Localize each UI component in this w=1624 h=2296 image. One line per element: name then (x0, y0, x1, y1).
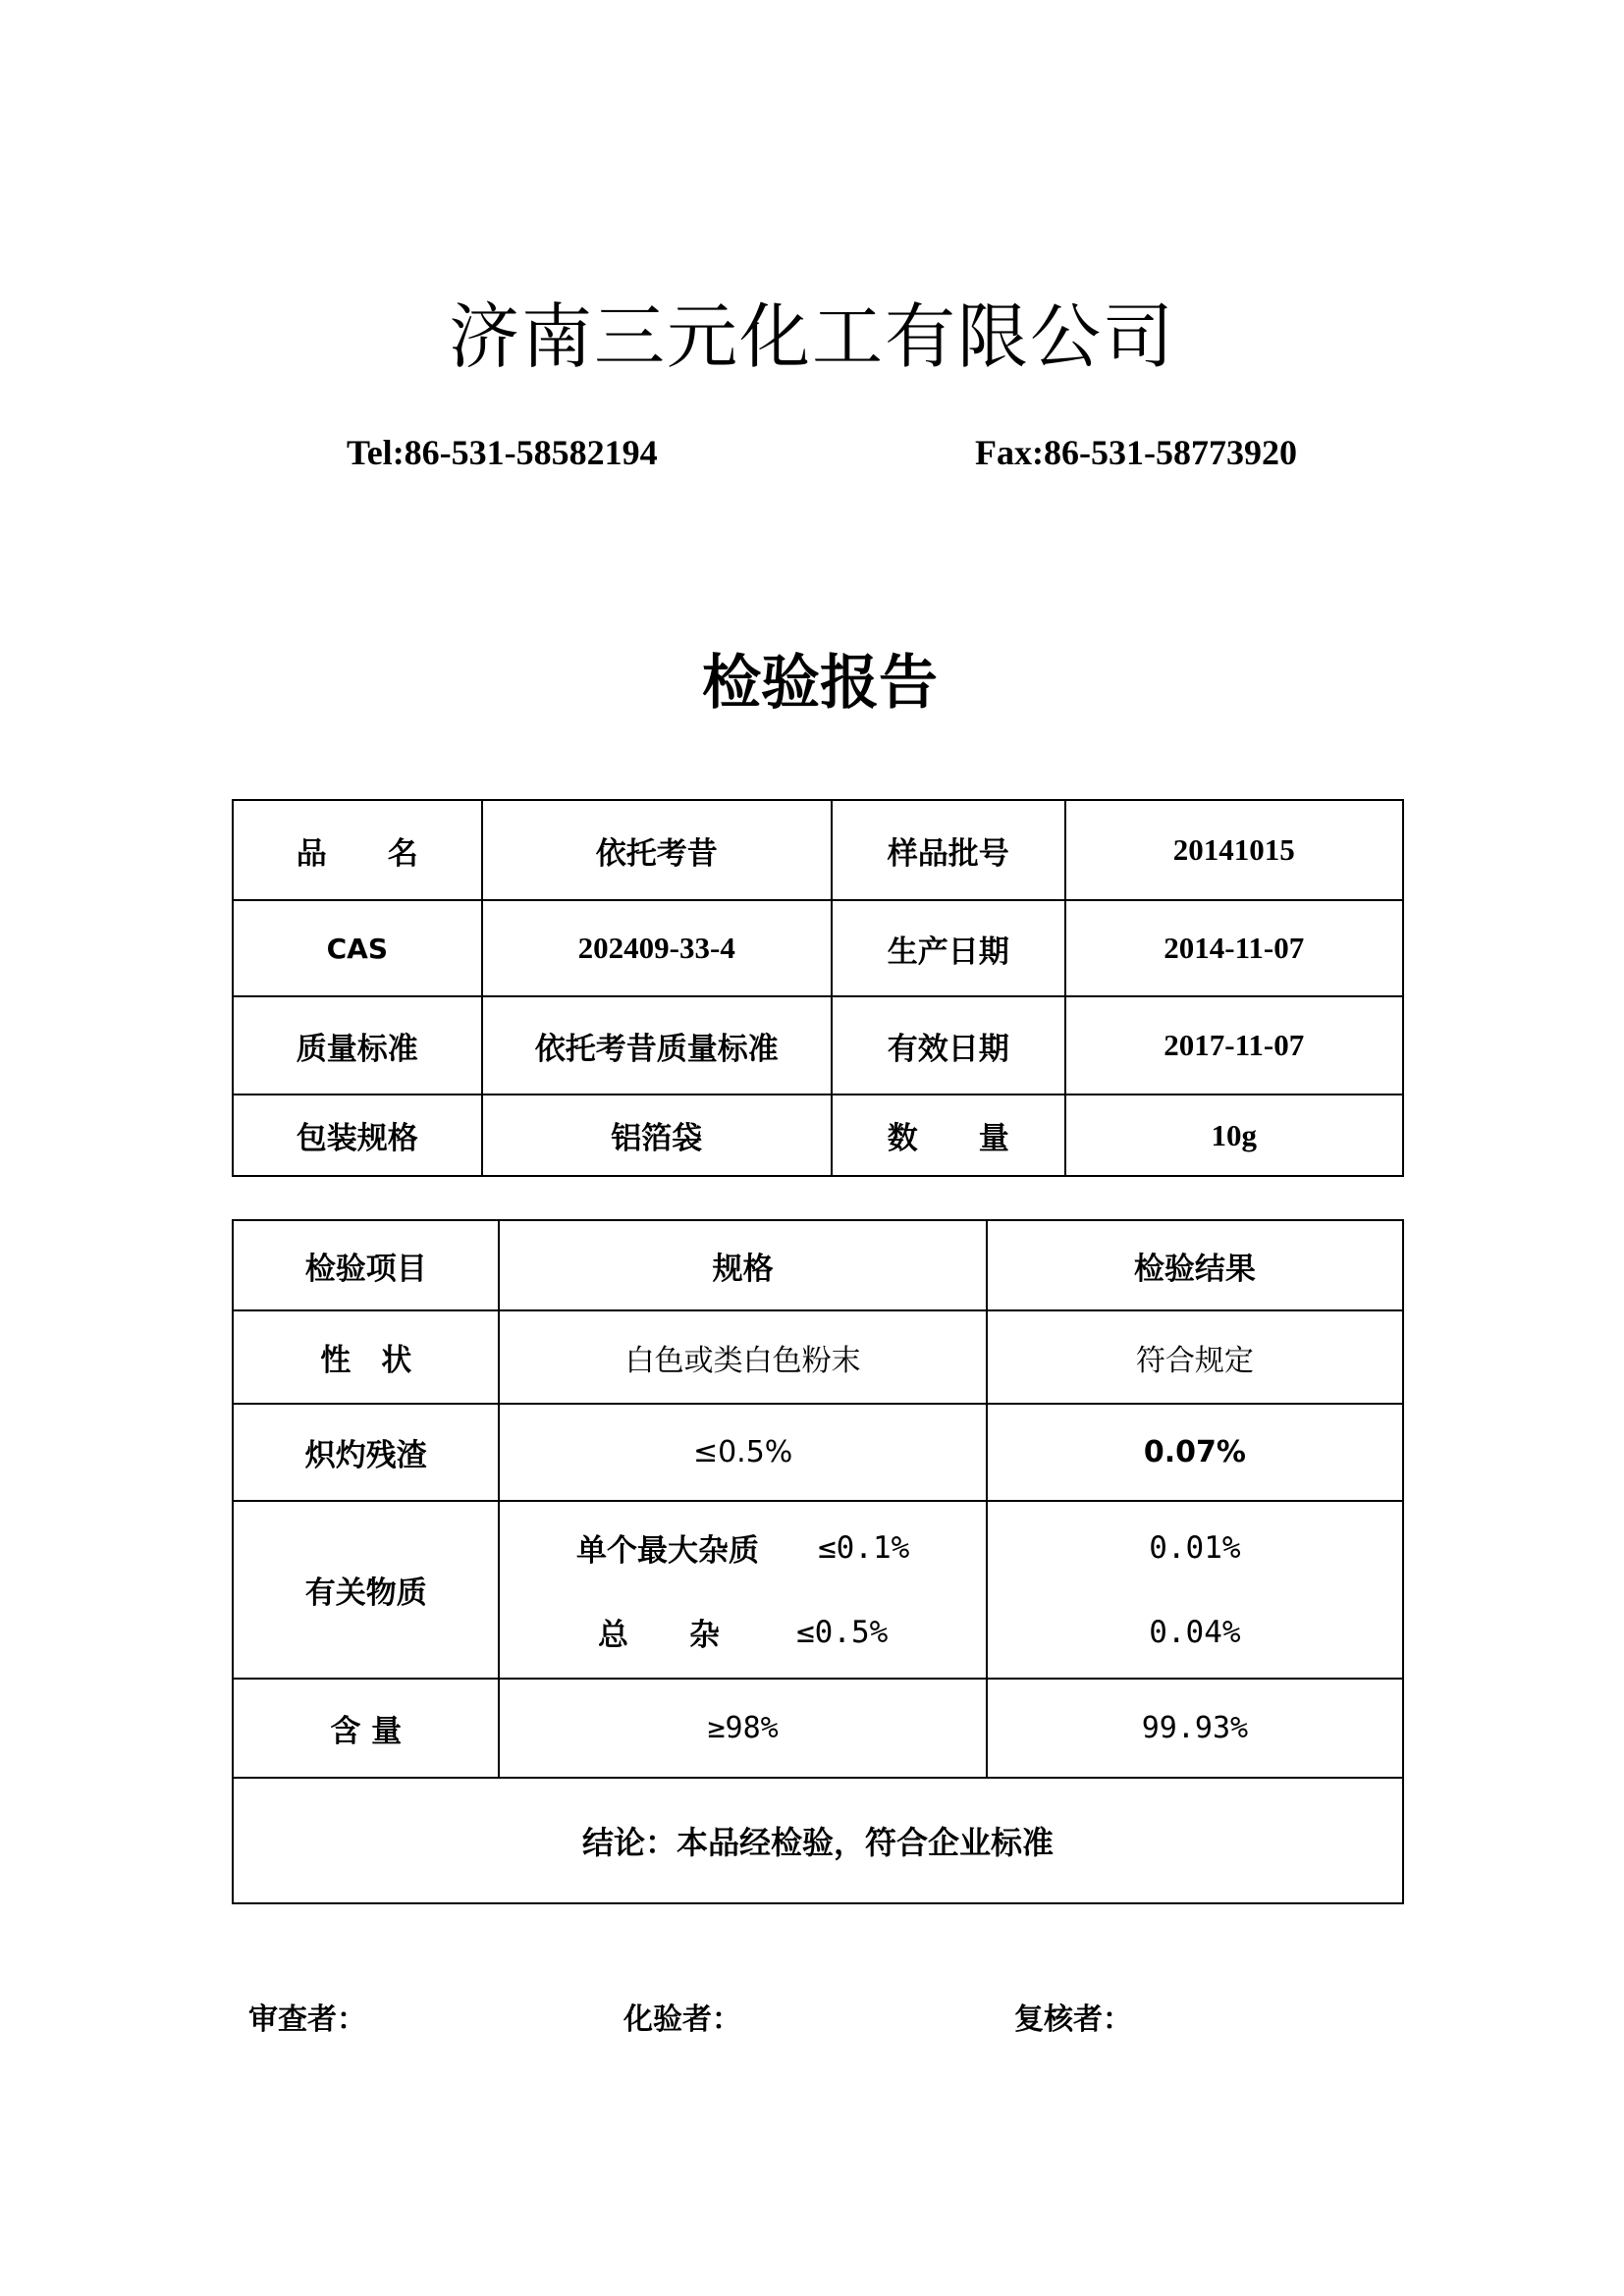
related-substances-result-cell (987, 1501, 1403, 1679)
product-info-table (232, 799, 1404, 1177)
content-result: 99.93% (987, 1679, 1403, 1778)
single-impurity-name: 单个最大杂质 (575, 1533, 759, 1569)
test-item-header: 检验项目 (233, 1220, 499, 1310)
production-date-value: 2014-11-07 (1065, 900, 1403, 996)
info-row-package (233, 1095, 1403, 1176)
fax-number: Fax:86-531-58773920 (975, 433, 1297, 472)
quality-standard-label: 质量标准 (233, 996, 482, 1095)
info-row-cas (233, 900, 1403, 996)
total-impurity-result: 0.04% (1149, 1614, 1241, 1650)
cas-label: CAS (233, 900, 482, 996)
tests-header-row (233, 1220, 1403, 1310)
related-substances-row (233, 1501, 1403, 1679)
info-row-product (233, 800, 1403, 900)
residue-row (233, 1404, 1403, 1501)
quality-standard-value: 依托考昔质量标准 (482, 996, 832, 1095)
expiry-date-label: 有效日期 (832, 996, 1065, 1095)
related-substances-spec-cell (499, 1501, 986, 1679)
report-title: 检验报告 (702, 649, 938, 718)
residue-spec: ≤0.5% (499, 1404, 986, 1501)
reviewer-signature-label: 审查者： (248, 2002, 366, 2037)
content-item: 含 量 (233, 1679, 499, 1778)
appearance-spec: 白色或类白色粉末 (499, 1310, 986, 1404)
cas-value: 202409-33-4 (482, 900, 832, 996)
test-results-table (232, 1219, 1404, 1904)
single-impurity-limit: ≤0.1% (817, 1529, 910, 1566)
appearance-row (233, 1310, 1403, 1404)
residue-item: 炽灼残渣 (233, 1404, 499, 1501)
batch-number-label: 样品批号 (832, 800, 1065, 900)
related-substances-item: 有关物质 (233, 1501, 499, 1679)
conclusion-text: 结论：本品经检验，符合企业标准 (233, 1778, 1403, 1903)
telephone-number: Tel:86-531-58582194 (347, 433, 658, 472)
batch-number-value: 20141015 (1065, 800, 1403, 900)
package-spec-label: 包装规格 (233, 1095, 482, 1176)
quantity-label: 数 量 (832, 1095, 1065, 1176)
info-row-standard (233, 996, 1403, 1095)
expiry-date-value: 2017-11-07 (1065, 996, 1403, 1095)
conclusion-row (233, 1778, 1403, 1903)
appearance-item: 性 状 (233, 1310, 499, 1404)
single-impurity-result: 0.01% (1149, 1529, 1241, 1566)
appearance-result: 符合规定 (987, 1310, 1403, 1404)
package-spec-value: 铝箔袋 (482, 1095, 832, 1176)
checker-signature-label: 复核者： (1014, 2002, 1132, 2037)
quantity-value: 10g (1065, 1095, 1403, 1176)
content-spec: ≥98% (499, 1679, 986, 1778)
test-result-header: 检验结果 (987, 1220, 1403, 1310)
single-impurity-spec (500, 1519, 985, 1577)
total-impurity-spec (500, 1603, 985, 1662)
residue-result: 0.07% (987, 1404, 1403, 1501)
company-name: 济南三元化工有限公司 (448, 295, 1175, 378)
specification-header: 规格 (499, 1220, 986, 1310)
content-row (233, 1679, 1403, 1778)
product-name-label: 品 名 (233, 800, 482, 900)
single-impurity-result-wrap (988, 1519, 1402, 1577)
total-impurity-limit: ≤0.5% (795, 1614, 889, 1650)
total-impurity-result-wrap (988, 1603, 1402, 1662)
tester-signature-label: 化验者： (623, 2002, 741, 2037)
production-date-label: 生产日期 (832, 900, 1065, 996)
total-impurity-name: 总 杂 (597, 1618, 720, 1653)
product-name-value: 依托考昔 (482, 800, 832, 900)
